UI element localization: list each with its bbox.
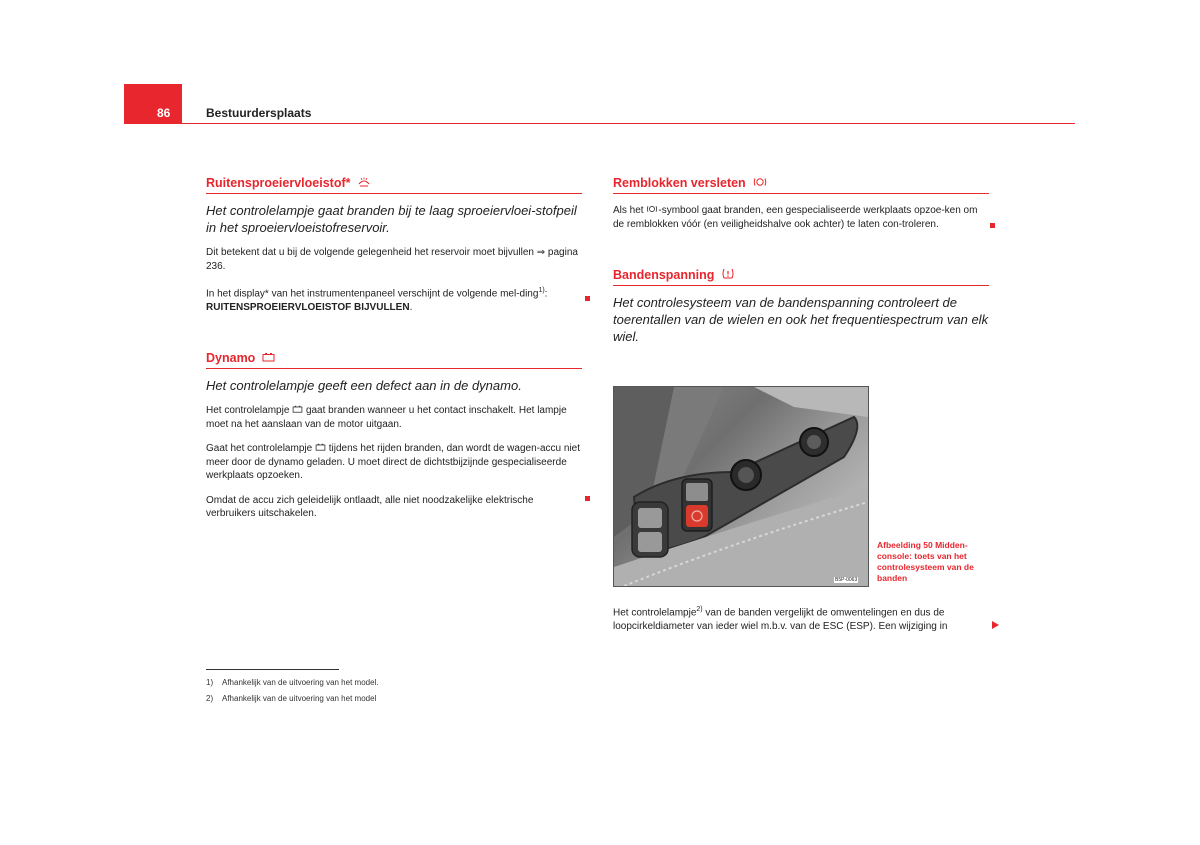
left-column	[206, 176, 582, 532]
footnote-ref: 1)	[538, 287, 545, 294]
section-end-marker	[585, 496, 590, 501]
section-lead: Het controlelampje gaat branden bij te laag sproeiervloei-stofpeil in het sproeiervloeistofreservoir.	[206, 203, 577, 235]
right-column	[613, 176, 989, 355]
header-rule	[124, 123, 1075, 124]
footnote: 1) Afhankelijk van de uitvoering van het model.	[206, 678, 379, 687]
paragraph: Gaat het controlelampje tijdens het rijden branden, dan wordt de wagen-accu niet meer door de dynamo geladen. U moet direct de dichtstbijzijnde gespecialiseerde werkplaats opzoeken.	[206, 443, 581, 482]
running-head: Bestuurdersplaats	[206, 106, 312, 120]
section-heading-washer: Ruitensproeiervloeistof*	[206, 176, 582, 194]
paragraph: Dit betekent dat u bij de volgende gelegenheid het reservoir moet bijvullen ⇒ pagina 236.	[206, 247, 578, 272]
figure-center-console	[613, 386, 869, 587]
paragraph: Als het -symbool gaat branden, een gespecialiseerde werkplaats opzoe-ken om de remblokken vóór (en veiligheidshalve ook achter) te laten con-troleren.	[613, 204, 989, 231]
continue-arrow-icon	[992, 621, 999, 629]
display-message: RUITENSPROEIERVLOEISTOF BIJVULLEN	[206, 301, 410, 313]
section-end-marker	[585, 296, 590, 301]
section-lead: Het controlelampje geeft een defect aan in de dynamo.	[206, 378, 522, 394]
paragraph: Het controlelampje gaat branden wanneer u het contact inschakelt. Het lampje moet na het aanslaan van de motor uitgaan.	[206, 405, 567, 430]
footnote-rule	[206, 669, 339, 670]
section-heading-brake-pads: Remblokken versleten	[613, 176, 989, 194]
washer-fluid-icon	[354, 178, 369, 190]
section-heading-dynamo: Dynamo	[206, 351, 582, 369]
tire-pressure-icon	[718, 270, 735, 282]
battery-icon	[292, 405, 303, 413]
footnote-ref: 2)	[696, 606, 703, 613]
brake-pad-icon	[750, 178, 767, 190]
footnote: 2) Afhankelijk van de uitvoering van het model	[206, 694, 377, 703]
section-heading-tire-pressure: Bandenspanning	[613, 268, 989, 286]
battery-icon	[259, 353, 275, 365]
page-number-box	[124, 84, 182, 124]
paragraph: Het controlelampje$^{2)}$ van de banden vergelijkt de omwentelingen en dus de loopcirkeldiameter van ieder wiel m.b.v. van de ESC (ESP). Een wijziging in	[613, 606, 948, 632]
section-lead: Het controlesysteem van de bandenspanning controleert de toerentallen van de wielen en ook het frequentiespectrum van elk wiel.	[613, 295, 989, 344]
figure-caption: Afbeelding 50 Midden-console: toets van het controlesysteem van de banden	[877, 540, 974, 583]
page-number: 86	[157, 106, 171, 120]
battery-icon	[315, 443, 326, 451]
section-end-marker	[990, 223, 995, 228]
paragraph: In het display* van het instrumentenpaneel verschijnt de volgende mel-ding$^{1)}$: RUITENSPROEIERVLOEISTOF BIJVULLEN.	[206, 284, 582, 314]
figure-code: B5P-0063	[835, 577, 858, 583]
center-console-illustration	[614, 387, 868, 586]
paragraph: Omdat de accu zich geleidelijk ontlaadt, alle niet noodzakelijke elektrische verbruikers uitschakelen.	[206, 494, 582, 521]
brake-pad-icon	[646, 205, 658, 213]
